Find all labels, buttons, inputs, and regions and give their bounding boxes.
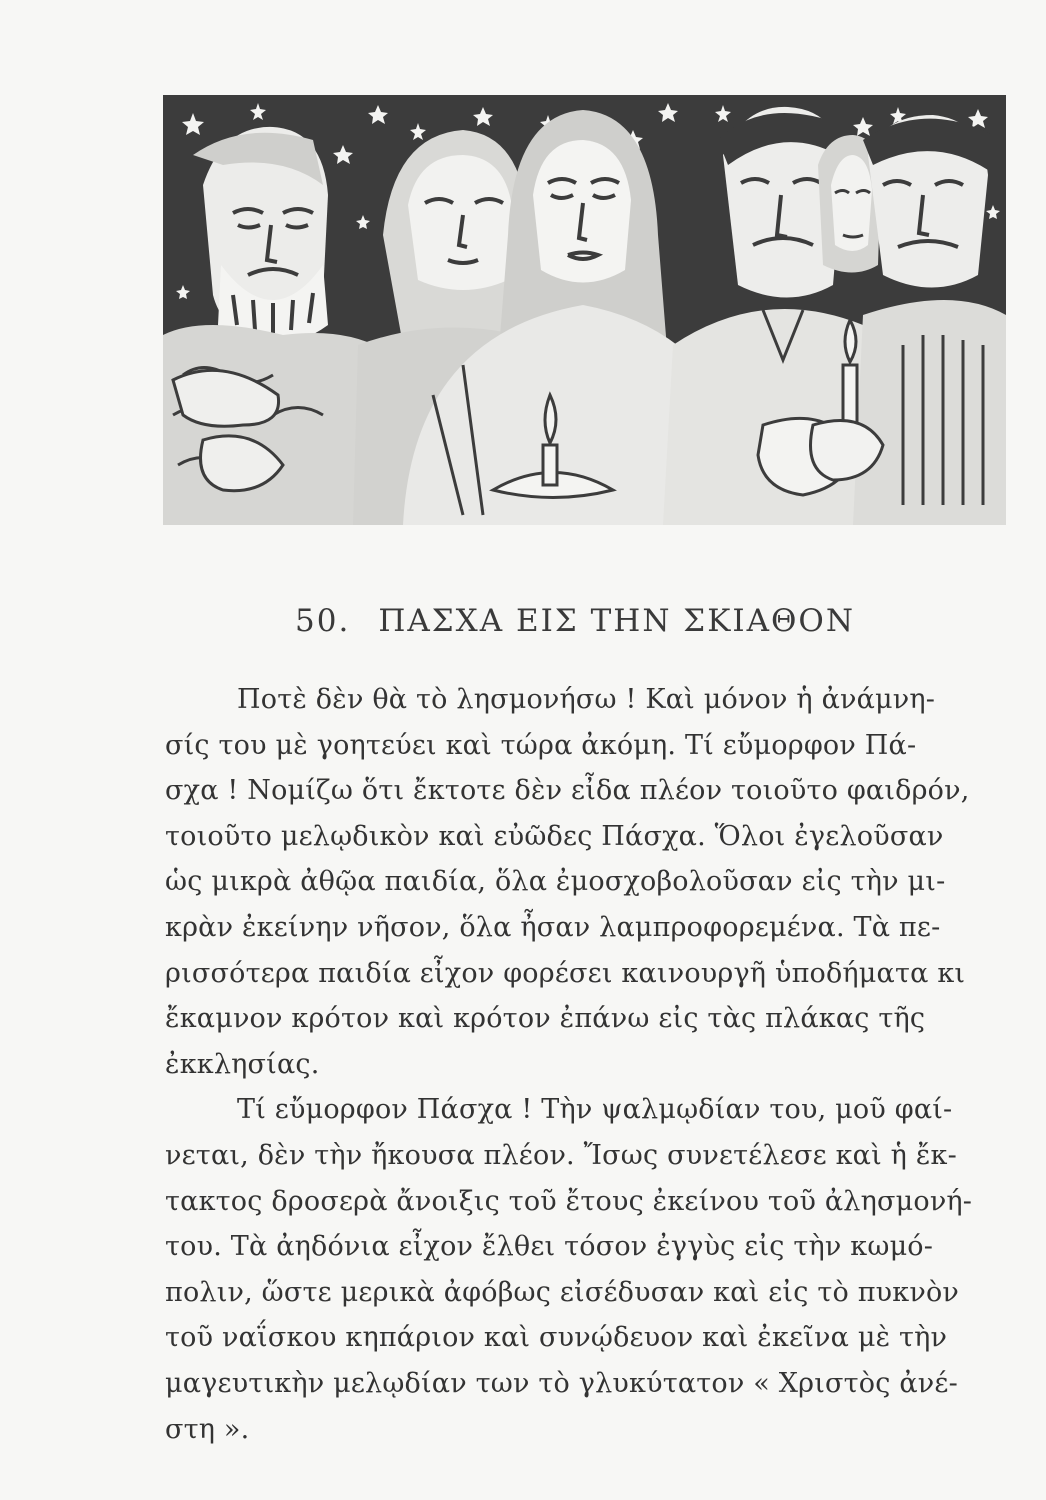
chapter-title-text: ΠΑΣΧΑ ΕΙΣ ΤΗΝ ΣΚΙΑΘΟΝ [378,603,855,639]
text-line: ὡς μικρὰ ἀθῷα παιδία, ὅλα ἐμοσχοβολοῦσαν εἰς τὴν μι- [165,866,946,898]
chapter-number: 50. [295,603,351,639]
text-line: πολιν, ὥστε μερικὰ ἀφόβως εἰσέδυσαν καὶ εἰς τὸ πυκνὸν [165,1276,960,1308]
text-line: τακτος δροσερὰ ἄνοιξις τοῦ ἔτους ἐκείνου τοῦ ἀλησμονή- [165,1185,973,1217]
text-line: στη ». [165,1413,250,1445]
woodcut-illustration [163,95,1006,525]
text-line: Ποτὲ δὲν θὰ τὸ λησμονήσω ! Καὶ μόνον ἡ ἀνάμνη- [237,684,936,715]
text-line: του. Τὰ ἀηδόνια εἶχον ἔλθει τόσον ἐγγὺς εἰς τὴν κωμό- [165,1231,934,1263]
text-line: ρισσότερα παιδία εἶχον φορέσει καινουργῆ ὑποδήματα κι [165,957,966,989]
text-line: νεται, δὲν τὴν ἤκουσα πλέον. Ἴσως συνετέλεσε καὶ ἡ ἔκ- [165,1139,957,1171]
text-line: Τί εὔμορφον Πάσχα ! Τὴν ψαλμῳδίαν του, μοῦ φαί- [237,1094,953,1126]
chapter-title [295,603,855,639]
text-line: σχα ! Νομίζω ὅτι ἔκτοτε δὲν εἶδα πλέον τοιοῦτο φαιδρόν, [165,775,970,807]
text-line: σίς του μὲ γοητεύει καὶ τώρα ἀκόμη. Τί εὔμορφον Πά- [165,729,917,761]
woodcut-easter-candlelight-icon [163,95,1006,525]
body-text [165,677,1005,1452]
text-line: κρὰν ἐκείνην νῆσον, ὅλα ἦσαν λαμπροφορεμένα. Τὰ πε- [165,911,941,943]
text-line: μαγευτικὴν μελῳδίαν των τὸ γλυκύτατον « Χριστὸς ἀνέ- [165,1367,958,1399]
paragraph [165,677,1005,1087]
text-line: τοῦ ναΐσκου κηπάριον καὶ συνῴδευον καὶ ἐκεῖνα μὲ τὴν [165,1322,948,1354]
text-line: τοιοῦτο μελῳδικὸν καὶ εὐῶδες Πάσχα. Ὅλοι ἐγελοῦσαν [165,820,944,852]
text-line: ἐκκλησίας. [165,1048,320,1080]
text-line: ἔκαμνον κρότον καὶ κρότον ἐπάνω εἰς τὰς πλάκας τῆς [165,1003,926,1035]
paragraph [165,1087,1005,1452]
